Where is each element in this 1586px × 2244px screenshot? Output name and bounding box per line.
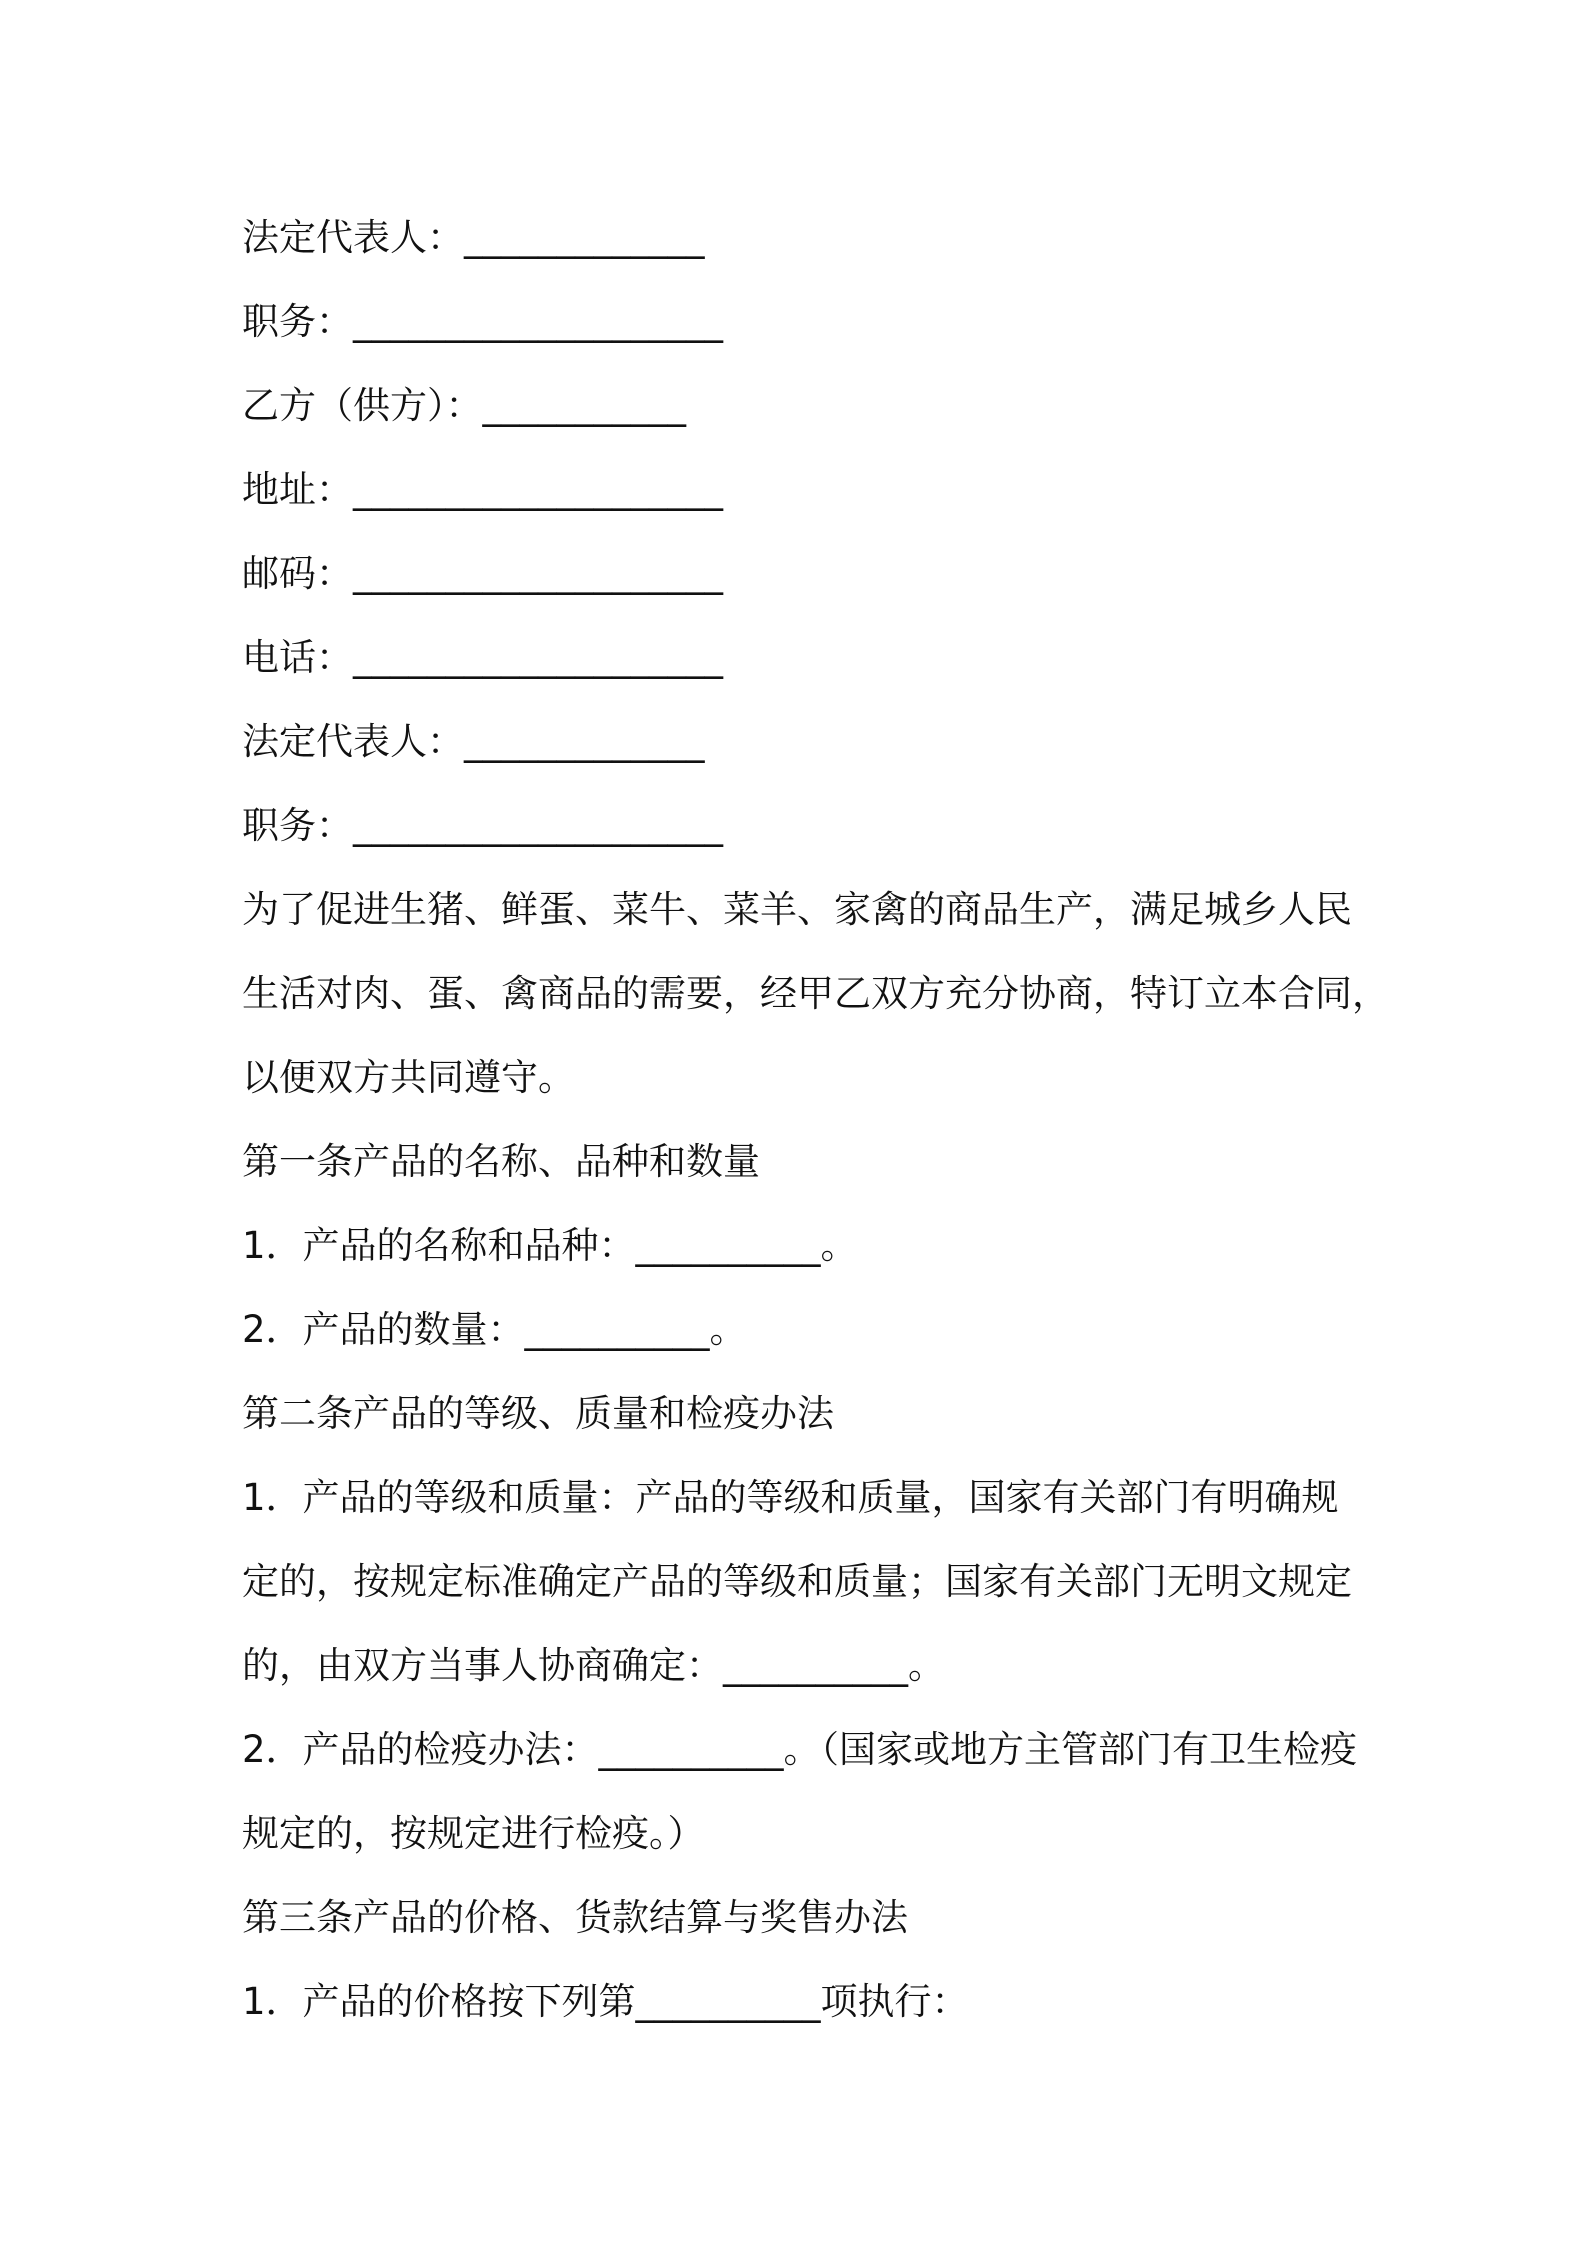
preamble-line-1: 为了促进生猪、鲜蛋、菜牛、菜羊、家禽的商品生产，满足城乡人民 (242, 888, 1352, 931)
party-b-supplier-line: 乙方（供方）：___________ (242, 384, 686, 427)
article-1-item-1: 1．产品的名称和品种：__________。 (242, 1224, 858, 1267)
preamble-line-2: 生活对肉、蛋、禽商品的需要，经甲乙双方充分协商，特订立本合同， (242, 972, 1389, 1015)
article-2-item-1-line-2: 定的，按规定标准确定产品的等级和质量；国家有关部门无明文规定 (242, 1560, 1352, 1603)
article-2-item-2-line-1: 2．产品的检疫办法：__________。（国家或地方主管部门有卫生检疫 (242, 1728, 1358, 1771)
article-3-heading: 第三条产品的价格、货款结算与奖售办法 (242, 1896, 908, 1939)
article-2-item-1-line-3: 的，由双方当事人协商确定：__________。 (242, 1644, 945, 1687)
article-2-item-1-line-1: 1．产品的等级和质量：产品的等级和质量，国家有关部门有明确规 (242, 1476, 1339, 1519)
phone-line: 电话：____________________ (242, 636, 723, 679)
article-1-item-2: 2．产品的数量：__________。 (242, 1308, 747, 1351)
legal-representative-line-b: 法定代表人：_____________ (242, 720, 705, 763)
document-body (242, 196, 1389, 2044)
position-line-b: 职务：____________________ (242, 804, 723, 847)
article-2-heading: 第二条产品的等级、质量和检疫办法 (242, 1392, 834, 1435)
position-line: 职务：____________________ (242, 300, 723, 343)
article-2-item-2-line-2: 规定的，按规定进行检疫。） (242, 1812, 705, 1855)
legal-representative-line: 法定代表人：_____________ (242, 216, 705, 259)
article-3-item-1: 1．产品的价格按下列第__________项执行： (242, 1980, 969, 2023)
article-1-heading: 第一条产品的名称、品种和数量 (242, 1140, 760, 1183)
postal-code-line: 邮码：____________________ (242, 552, 723, 595)
address-line: 地址：____________________ (242, 468, 723, 511)
preamble-line-3: 以便双方共同遵守。 (242, 1056, 575, 1099)
